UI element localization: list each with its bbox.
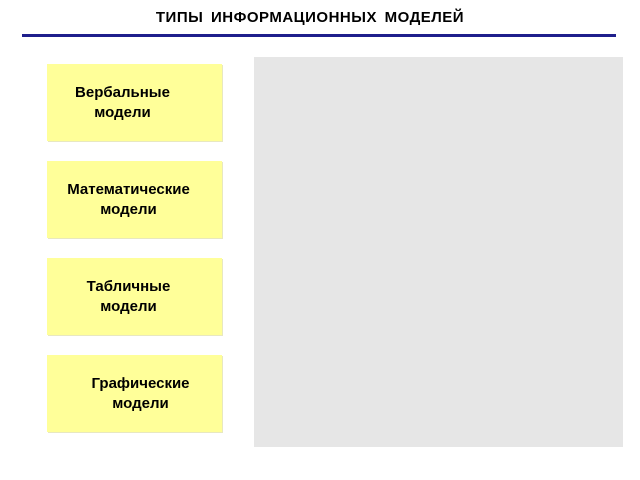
graphic-models-label: Графические модели: [91, 374, 190, 412]
graphic-models-box[interactable]: [47, 355, 222, 432]
content-panel: [254, 57, 623, 447]
verbal-models-label: Вербальные модели: [75, 83, 170, 121]
slide-title: ТИПЫ ИНФОРМАЦИОННЫХ МОДЕЛЕЙ: [155, 9, 465, 26]
table-models-box[interactable]: [47, 258, 222, 335]
table-models-label: Табличные модели: [86, 277, 171, 315]
title-divider: [22, 34, 616, 37]
verbal-models-box[interactable]: [47, 64, 222, 141]
math-models-box[interactable]: [47, 161, 222, 238]
math-models-label: Математические модели: [67, 180, 190, 218]
